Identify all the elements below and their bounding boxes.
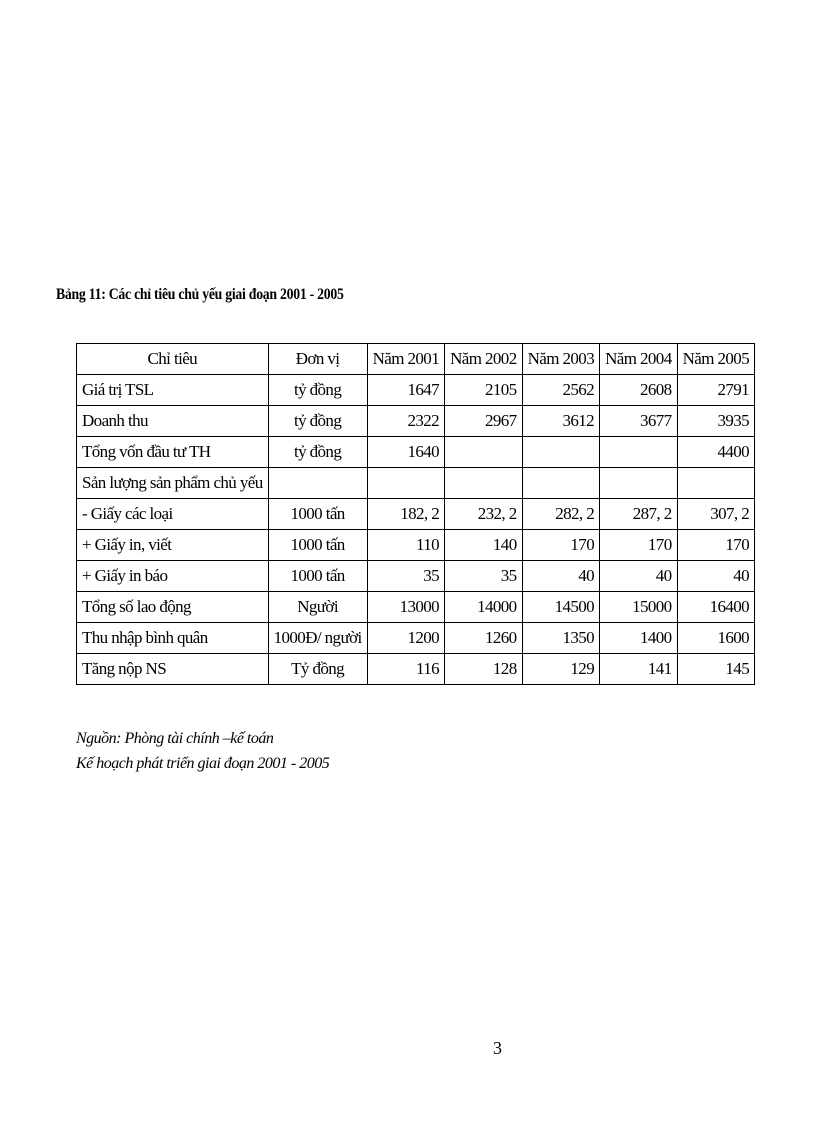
value-cell [600,437,678,468]
unit-cell: 1000Đ/ người [268,623,367,654]
value-cell: 4400 [677,437,755,468]
value-cell: 232, 2 [445,499,523,530]
table-row [77,654,755,685]
header-cell: Năm 2005 [677,344,755,375]
source-line: Nguồn: Phòng tài chính –kế toán [76,730,274,747]
header-row [77,344,755,375]
header-cell: Chỉ tiêu [77,344,269,375]
table-row [77,437,755,468]
indicator-cell: Thu nhập bình quân [77,623,269,654]
value-cell: 3935 [677,406,755,437]
value-cell: 110 [367,530,445,561]
value-cell [522,468,600,499]
value-cell: 1600 [677,623,755,654]
value-cell: 307, 2 [677,499,755,530]
table-row [77,375,755,406]
indicators-table [76,343,755,685]
value-cell [522,437,600,468]
unit-cell: 1000 tấn [268,499,367,530]
indicator-cell: Tổng vốn đầu tư TH [77,437,269,468]
value-cell: 129 [522,654,600,685]
value-cell: 2105 [445,375,523,406]
value-cell: 170 [522,530,600,561]
header-cell: Đơn vị [268,344,367,375]
header-cell: Năm 2003 [522,344,600,375]
value-cell: 2967 [445,406,523,437]
value-cell: 14000 [445,592,523,623]
unit-cell: tỷ đồng [268,437,367,468]
indicator-cell: Giá trị TSL [77,375,269,406]
value-cell: 1350 [522,623,600,654]
value-cell [367,468,445,499]
table-body [77,375,755,685]
value-cell: 170 [600,530,678,561]
value-cell: 116 [367,654,445,685]
header-cell: Năm 2004 [600,344,678,375]
value-cell: 14500 [522,592,600,623]
value-cell: 287, 2 [600,499,678,530]
unit-cell: tỷ đồng [268,375,367,406]
table-row [77,623,755,654]
value-cell [600,468,678,499]
value-cell: 128 [445,654,523,685]
indicator-cell: Tổng số lao động [77,592,269,623]
table-row [77,468,755,499]
value-cell: 141 [600,654,678,685]
value-cell: 3677 [600,406,678,437]
value-cell: 13000 [367,592,445,623]
value-cell: 2562 [522,375,600,406]
source-line: Kế hoạch phát triển giai đoạn 2001 - 2005 [76,755,330,772]
table-row [77,592,755,623]
value-cell: 140 [445,530,523,561]
value-cell: 15000 [600,592,678,623]
value-cell: 282, 2 [522,499,600,530]
value-cell: 16400 [677,592,755,623]
table-row [77,561,755,592]
indicator-cell: Doanh thu [77,406,269,437]
header-cell: Năm 2002 [445,344,523,375]
unit-cell: tỷ đồng [268,406,367,437]
page-number: 3 [493,1038,502,1058]
value-cell: 1400 [600,623,678,654]
unit-cell: 1000 tấn [268,561,367,592]
value-cell: 182, 2 [367,499,445,530]
unit-cell [268,468,367,499]
value-cell: 1640 [367,437,445,468]
indicator-cell: Tăng nộp NS [77,654,269,685]
indicator-cell: Sản lượng sản phẩm chủ yếu [77,468,269,499]
indicator-cell: + Giấy in, viết [77,530,269,561]
unit-cell: Người [268,592,367,623]
value-cell: 2791 [677,375,755,406]
value-cell: 1260 [445,623,523,654]
value-cell: 145 [677,654,755,685]
header-cell: Năm 2001 [367,344,445,375]
indicator-cell: - Giấy các loại [77,499,269,530]
value-cell: 35 [367,561,445,592]
table-caption: Bảng 11: Các chỉ tiêu chủ yếu giai đoạn 2001 - 2005 [56,286,344,303]
indicator-cell: + Giấy in báo [77,561,269,592]
value-cell: 3612 [522,406,600,437]
value-cell [677,468,755,499]
unit-cell: 1000 tấn [268,530,367,561]
value-cell: 2322 [367,406,445,437]
table-header [77,344,755,375]
value-cell [445,468,523,499]
value-cell: 1200 [367,623,445,654]
value-cell: 2608 [600,375,678,406]
table-row [77,530,755,561]
value-cell [445,437,523,468]
value-cell: 40 [600,561,678,592]
value-cell: 170 [677,530,755,561]
value-cell: 1647 [367,375,445,406]
unit-cell: Tỷ đồng [268,654,367,685]
value-cell: 35 [445,561,523,592]
table-row [77,499,755,530]
source-note [76,726,329,776]
value-cell: 40 [677,561,755,592]
table-row [77,406,755,437]
value-cell: 40 [522,561,600,592]
